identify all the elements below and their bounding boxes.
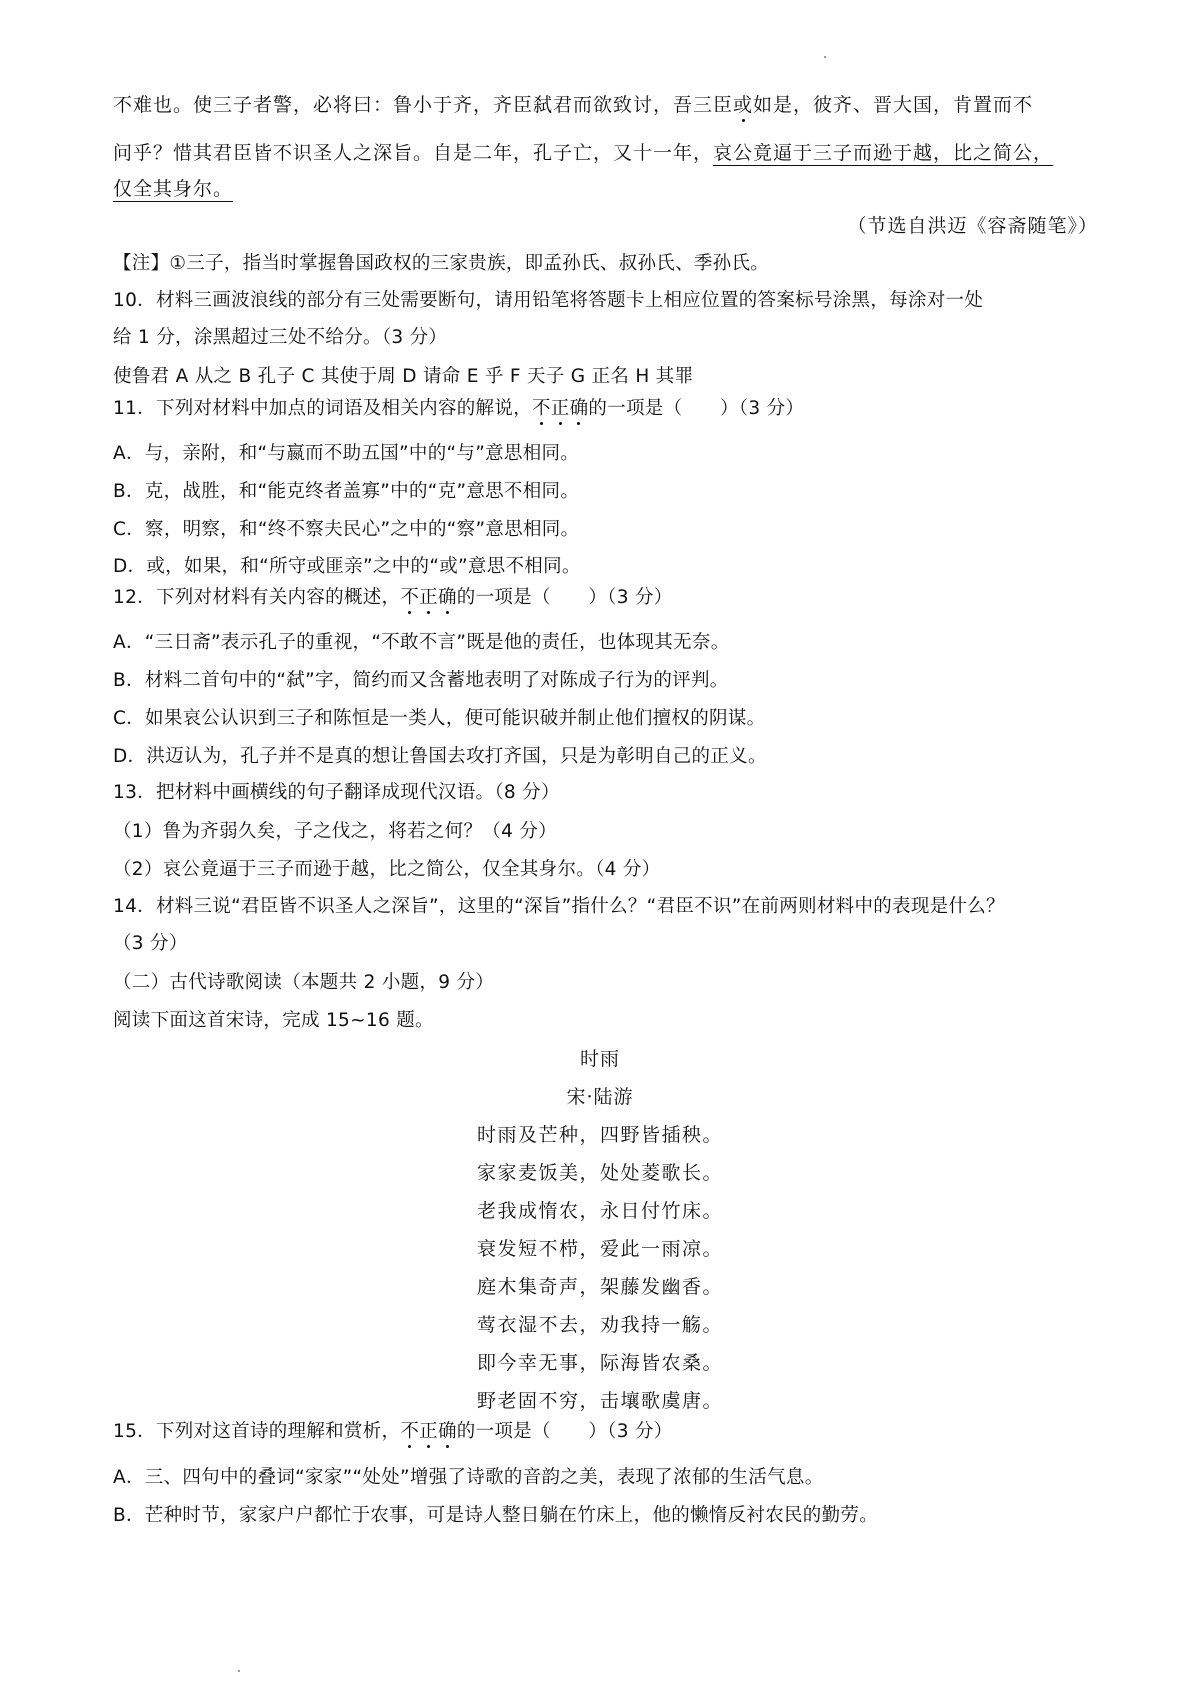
passage-text: 不难也。使三子者警，必将曰：鲁小于齐，齐臣弑君而欲致讨，吾三臣 xyxy=(113,94,734,116)
passage-line-2 xyxy=(113,140,1053,166)
q12-stem xyxy=(113,585,673,611)
scan-speck xyxy=(824,56,826,58)
q11-option-b: B．克，战胜，和“能克终者盖寡”中的“克”意思不相同。 xyxy=(113,481,580,502)
q11-option-c: C．察，明察，和“终不察夫民心”之中的“察”意思相同。 xyxy=(113,519,580,540)
poem-line: 老我成惰农，永日付竹床。 xyxy=(476,1200,723,1222)
q10-stem-line-2: 给 1 分，涂黑超过三处不给分。（3 分） xyxy=(113,327,448,348)
q11-stem xyxy=(113,396,804,422)
poem-title: 时雨 xyxy=(579,1048,620,1070)
stem-text: 的一项是（ ）（3 分） xyxy=(456,1421,673,1442)
q10-sentence: 使鲁君 A 从之 B 孔子 C 其使于周 D 请命 E 乎 F 天子 G 正名 H 其罪 xyxy=(113,366,694,387)
stem-text: 15．下列对这首诗的理解和赏析， xyxy=(113,1421,401,1442)
passage-source: （节选自洪迈《容斋随笔》） xyxy=(847,215,1098,237)
dotted-word: 不正确 xyxy=(400,1421,457,1442)
q12-option-b: B．材料二首句中的“弑”字，简约而又含蓄地表明了对陈成子行为的评判。 xyxy=(113,670,729,691)
passage-text: 问乎？惜其君臣皆不识圣人之深旨。自是二年，孔子亡，又十一年， xyxy=(113,142,714,164)
underlined-sentence: 仅全其身尔。 xyxy=(113,178,234,200)
stem-text: 的一项是（ ）（3 分） xyxy=(456,587,673,608)
dotted-word: 不正确 xyxy=(400,587,457,608)
poem-line: 时雨及芒种，四野皆插秧。 xyxy=(476,1124,723,1146)
scan-speck xyxy=(238,1670,240,1672)
dotted-word: 不正确 xyxy=(531,398,589,419)
poem-author: 宋·陆游 xyxy=(566,1086,634,1108)
q13-item-1: （1）鲁为齐弱久矣，子之伐之，将若之何？（4 分） xyxy=(113,821,557,842)
q12-option-c: C．如果哀公认识到三子和陈恒是一类人，便可能识破并制止他们擅权的阴谋。 xyxy=(113,708,766,729)
q11-option-d: D．或，如果，和“所守或匪亲”之中的“或”意思不相同。 xyxy=(113,556,581,577)
poem-line: 莺衣湿不去，劝我持一觞。 xyxy=(476,1314,723,1336)
section-instruction: 阅读下面这首宋诗，完成 15~16 题。 xyxy=(113,1010,434,1031)
poem-line: 衰发短不栉，爱此一雨凉。 xyxy=(476,1238,723,1260)
underlined-sentence: 哀公竟逼于三子而逊于越，比之简公， xyxy=(713,142,1054,164)
section-heading: （二）古代诗歌阅读（本题共 2 小题，9 分） xyxy=(113,972,495,993)
stem-text: 12．下列对材料有关内容的概述， xyxy=(113,587,401,608)
q13-stem: 13．把材料中画横线的句子翻译成现代汉语。（8 分） xyxy=(113,782,560,803)
poem-line: 家家麦饭美，处处菱歌长。 xyxy=(476,1162,723,1184)
q15-option-a: A．三、四句中的叠词“家家”“处处”增强了诗歌的音韵之美，表现了浓郁的生活气息。 xyxy=(113,1467,824,1488)
q10-stem-line-1: 10．材料三画波浪线的部分有三处需要断句，请用铅笔将答题卡上相应位置的答案标号涂黑，每涂对一处 xyxy=(113,290,984,311)
q14-stem-line-1: 14．材料三说“君臣皆不识圣人之深旨”，这里的“深旨”指什么？“君臣不识”在前两则材料中的表现是什么？ xyxy=(113,896,1005,917)
annotation-note: 【注】①三子，指当时掌握鲁国政权的三家贵族，即孟孙氏、叔孙氏、季孙氏。 xyxy=(113,253,770,274)
dotted-char: 或 xyxy=(733,94,754,116)
stem-text: 11．下列对材料中加点的词语及相关内容的解说， xyxy=(113,398,532,419)
q12-option-a: A．“三日斋”表示孔子的重视，“不敢不言”既是他的责任，也体现其无奈。 xyxy=(113,632,730,653)
q15-option-b: B．芒种时节，家家户户都忙于农事，可是诗人整日躺在竹床上，他的懒惰反衬农民的勤劳。 xyxy=(113,1505,878,1526)
q13-item-2: （2）哀公竟逼于三子而逊于越，比之简公，仅全其身尔。（4 分） xyxy=(113,859,661,880)
poem-line: 庭木集奇声，架藤发幽香。 xyxy=(476,1276,723,1298)
q15-stem xyxy=(113,1419,673,1445)
stem-text: 的一项是（ ）（3 分） xyxy=(588,398,805,419)
q11-option-a: A．与，亲附，和“与嬴而不助五国”中的“与”意思相同。 xyxy=(113,443,580,464)
poem-line: 野老固不穷，击壤歌虞唐。 xyxy=(476,1390,723,1412)
q12-option-d: D．洪迈认为，孔子并不是真的想让鲁国去攻打齐国，只是为彰明自己的正义。 xyxy=(113,746,767,767)
passage-text: 如是，彼齐、晋大国，肯置而不 xyxy=(753,94,1034,116)
poem-line: 即今幸无事，际海皆农桑。 xyxy=(476,1352,723,1374)
passage-line-3 xyxy=(113,176,233,202)
passage-line-1 xyxy=(113,92,1033,118)
q14-stem-line-2: （3 分） xyxy=(113,933,188,954)
